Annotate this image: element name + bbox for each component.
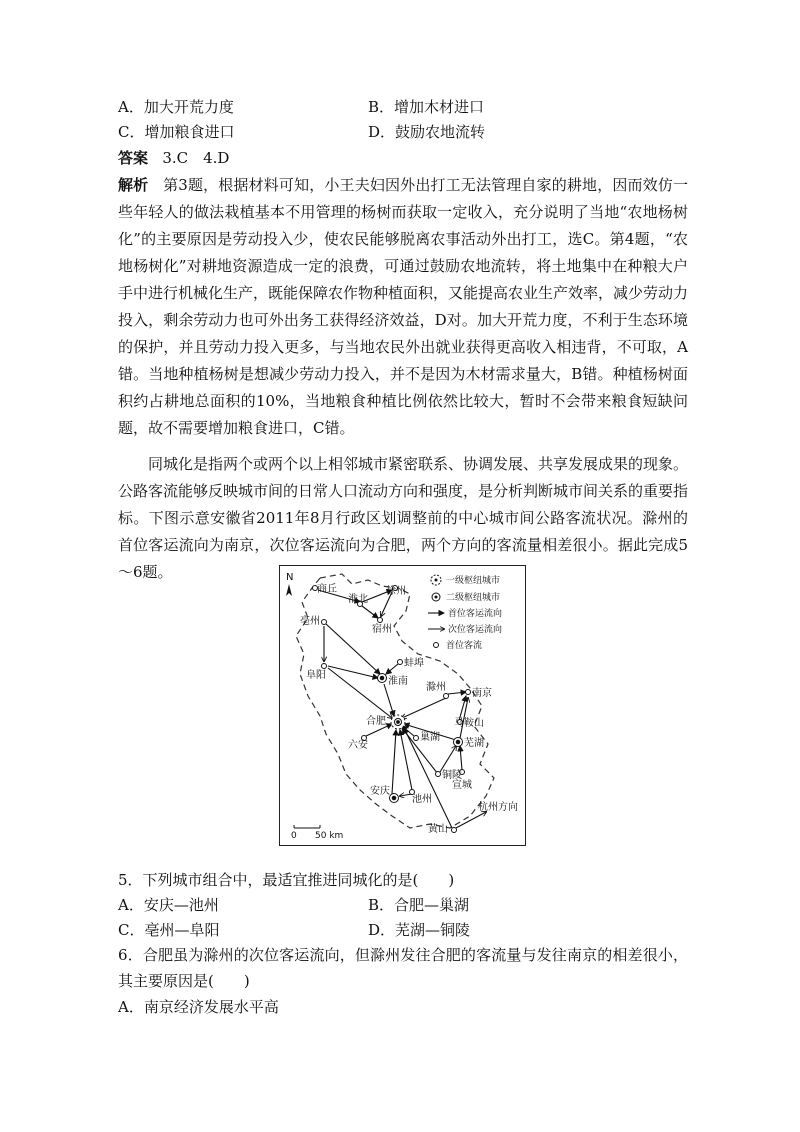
flow-bengbu-huainan — [386, 664, 398, 674]
answer-text: 3.C 4.D — [162, 149, 230, 167]
analysis-paragraph — [118, 172, 688, 442]
analysis-text: 第3题，根据材料可知，小王夫妇因外出打工无法管理自家的耕地，因而效仿一些年轻人的做法栽植基本不用管理的杨树而获取一定收入，充分说明了当地“农地杨树化”的主要原因是劳动投入少，使农民能够脱离农事活动外出打工，选C。第4题，“农地杨树化”对耕地资源造成一定的浪费，可通过鼓励农地流转，将土地集中在种粮大户手中进行机械化生产，既能保障农作物种植面积，又能提高农业生产效率，减少劳动力投入，剩余劳动力也可外出务工获得经济效益，D对。加大开荒力度，不利于生态环境的保护，并且劳动力投入更多，与当地农民外出就业获得更高收入相违背，不可取，A错。当地种植杨树是想减少劳动力投入，并不是因为木材需求量大，B错。种植杨树面积约占耕地总面积的10%，当地粮食种植比例依然比较大，暂时不会带来粮食短缺问题，故不需要增加粮食进口，C错。 — [118, 176, 689, 437]
q5-option-b: B．合肥—巢湖 — [368, 896, 470, 914]
city-core-huainan — [380, 676, 384, 680]
city-core-wuhu — [456, 740, 460, 744]
q4-option-b: B．增加木材进口 — [368, 98, 485, 116]
q5-stem: 5．下列城市组合中，最适宜推进同城化的是( ) — [118, 871, 455, 889]
label-chaohu: 巢湖 — [420, 732, 440, 743]
flow-huaibei-suzhou — [362, 606, 378, 618]
passenger-flow-map — [279, 565, 526, 846]
q4-option-d: D．鼓励农地流转 — [368, 123, 486, 141]
city-dot-huangshan — [452, 828, 457, 833]
q5-option-a: A．安庆—池州 — [118, 896, 219, 914]
label-huangshan: 黄山 — [428, 824, 448, 835]
legend-level2: 二级枢纽城市 — [446, 593, 501, 603]
flow-chuzhou-nanjing — [448, 692, 466, 694]
flow-tongling-wuhu — [440, 746, 456, 772]
label-tongling: 铜陵 — [442, 770, 462, 781]
q5-option-d: D．芜湖—铜陵 — [368, 921, 471, 939]
scale-zero: 0 — [291, 831, 297, 841]
label-fuyang: 阜阳 — [306, 670, 326, 681]
city-dot-nanjing — [466, 690, 471, 695]
north-arrow-icon — [286, 584, 292, 596]
answer-label: 答案 — [118, 149, 149, 167]
q4-option-a: A．加大开荒力度 — [118, 98, 234, 116]
city-dot-tongling — [436, 772, 441, 777]
city-core-anqing — [392, 796, 396, 800]
label-wuhu: 芜湖 — [464, 738, 484, 749]
analysis-label: 解析 — [118, 176, 149, 194]
flow-anqing-hefei — [392, 730, 396, 794]
map-legend — [428, 574, 502, 651]
city-core-hefei — [397, 721, 400, 724]
q4-option-c: C．增加粮食进口 — [118, 123, 235, 141]
flow-xuancheng-wuhu — [460, 746, 462, 770]
city-dot-fuyang — [322, 664, 327, 669]
answer-line — [118, 148, 229, 168]
label-chizhou: 池州 — [412, 794, 432, 805]
material-paragraph: 同城化是指两个或两个以上相邻城市紧密联系、协调发展、共享发展成果的现象。公路客流能够反映城市间的日常人口流动方向和强度，是分析判断城市间关系的重要指标。下图示意安徽省2011年8月行政区划调整前的中心城市间公路客流状况。滁州的首位客运流向为南京，次位客运流向为合肥，两个方向的客流量相差很小。据此完成5～6题。 — [118, 455, 689, 581]
label-huainan: 淮南 — [388, 676, 408, 687]
north-label: N — [286, 572, 294, 583]
label-nanjing: 南京 — [472, 688, 492, 699]
flow-huainan-hefei — [384, 684, 394, 716]
flow-fuyang-huainan — [328, 666, 378, 678]
flow-huangshan-hangzhou — [456, 812, 486, 828]
legend-second: 次位客运流向 — [448, 625, 503, 635]
label-chuzhou: 滁州 — [426, 682, 446, 693]
label-hefei: 合肥 — [366, 716, 386, 727]
city-dot-bozhou — [322, 620, 327, 625]
label-xuzhou: 徐州 — [386, 586, 406, 597]
flow-chuzhou-hefei — [402, 698, 446, 718]
scale-bar — [291, 825, 343, 841]
label-xuancheng: 宣城 — [452, 780, 472, 791]
label-bozhou: 亳州 — [300, 616, 320, 627]
q6-stem: 6．合肥虽为滁州的次位客运流向，但滁州发往合肥的客流量与发往南京的相差很小，其主要原因是( ) — [118, 946, 688, 990]
legend-level1: 一级枢纽城市 — [446, 576, 501, 586]
legend-first-flow: 首位客流 — [446, 641, 483, 651]
legend-first-flow-symbol — [434, 643, 439, 648]
label-huaibei: 淮北 — [348, 594, 368, 605]
label-shangqiu: 商丘 — [317, 584, 337, 595]
label-suzhou: 宿州 — [372, 624, 392, 635]
city-dot-chuzhou — [444, 694, 449, 699]
label-luan: 六安 — [348, 740, 368, 751]
label-maanshan: 马鞍山 — [454, 718, 484, 729]
legend-first: 首位客运流向 — [448, 609, 503, 619]
city-dot-suzhou — [378, 618, 383, 623]
map-svg — [280, 566, 525, 845]
q6-option-a: A．南京经济发展水平高 — [118, 998, 279, 1016]
label-bengbu: 蚌埠 — [404, 658, 424, 669]
city-dot-chaohu — [414, 736, 419, 741]
city-dot-bengbu — [398, 660, 403, 665]
label-hangzhou: 杭州方向 — [478, 802, 518, 813]
scale-dist: 50 km — [315, 831, 344, 841]
label-anqing: 安庆 — [370, 786, 390, 797]
q5-option-c: C．亳州—阜阳 — [118, 921, 220, 939]
